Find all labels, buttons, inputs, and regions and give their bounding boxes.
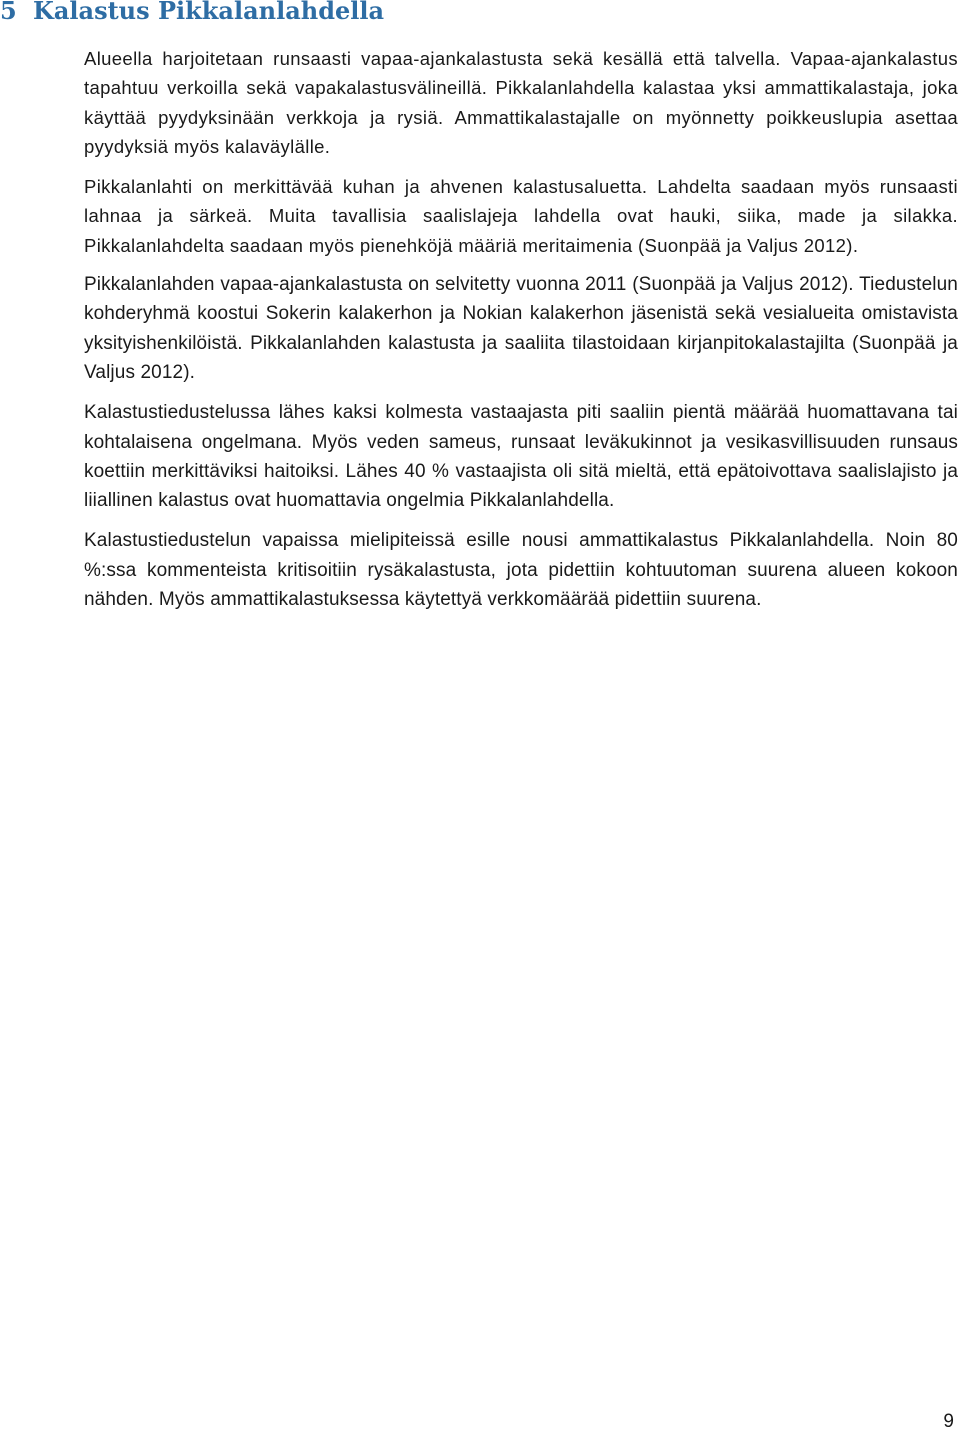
paragraph-catch-species: Pikkalanlahti on merkittävää kuhan ja ahvenen kalastusaluetta. Lahdelta saadaan myös runsaasti lahnaa ja särkeä. Muita tavallisia saalislajeja lahdella ovat hauki, siika, made ja silakka. Pikkalanlahdelta saadaan myös pienehköjä määriä meritaimenia (Suonpää ja Valjus 2012).	[84, 176, 958, 256]
body-text	[84, 44, 958, 614]
page-number: 9	[943, 1411, 954, 1432]
paragraph-survey-opinions: Kalastustiedustelun vapaissa mielipiteissä esille nousi ammattikalastus Pikkalanlahdella. Noin 80 %:ssa kommenteista kritisoitiin rysäkalastusta, jota pidettiin kohtuutoman suurena alueen kokoon nähden. Myös ammattikalastuksessa käytettyä verkkomäärää pidettiin suurena.	[84, 530, 958, 611]
section-title: Kalastus Pikkalanlahdella	[33, 0, 385, 25]
paragraph-survey-problems: Kalastustiedustelussa lähes kaksi kolmesta vastaajasta piti saaliin pientä määrää huomattavana tai kohtalaisena ongelmana. Myös veden sameus, runsaat leväkukinnot ja vesikasvillisuuden runsaus koettiin merkittäviksi haitoiksi. Lähes 40 % vastaajista oli sitä mieltä, että epätoivottava saalislajisto ja liiallinen kalastus ovat huomattavia ongelmia Pikkalanlahdella.	[84, 402, 958, 512]
section-heading	[0, 0, 384, 25]
section-number: 5	[0, 0, 17, 25]
paragraph-survey-2011: Pikkalanlahden vapaa-ajankalastusta on selvitetty vuonna 2011 (Suonpää ja Valjus 2012). Tiedustelun kohderyhmä koostui Sokerin kalakerhon ja Nokian kalakerhon jäsenistä sekä vesialueita omistavista yksityishenkilöistä. Pikkalanlahden kalastusta ja saaliita tilastoidaan kirjanpitokalastajilta (Suonpää ja Valjus 2012).	[84, 274, 958, 383]
paragraph-fishing-overview: Alueella harjoitetaan runsaasti vapaa-ajankalastusta sekä kesällä että talvella. Vapaa-ajankalastus tapahtuu verkoilla sekä vapakalastusvälineillä. Pikkalanlahdella kalastaa yksi ammattikalastaja, joka käyttää pyydyksinään verkkoja ja rysiä. Ammattikalastajalle on myönnetty poikkeuslupia asettaa pyydyksiä myös kalaväylälle.	[84, 48, 958, 157]
